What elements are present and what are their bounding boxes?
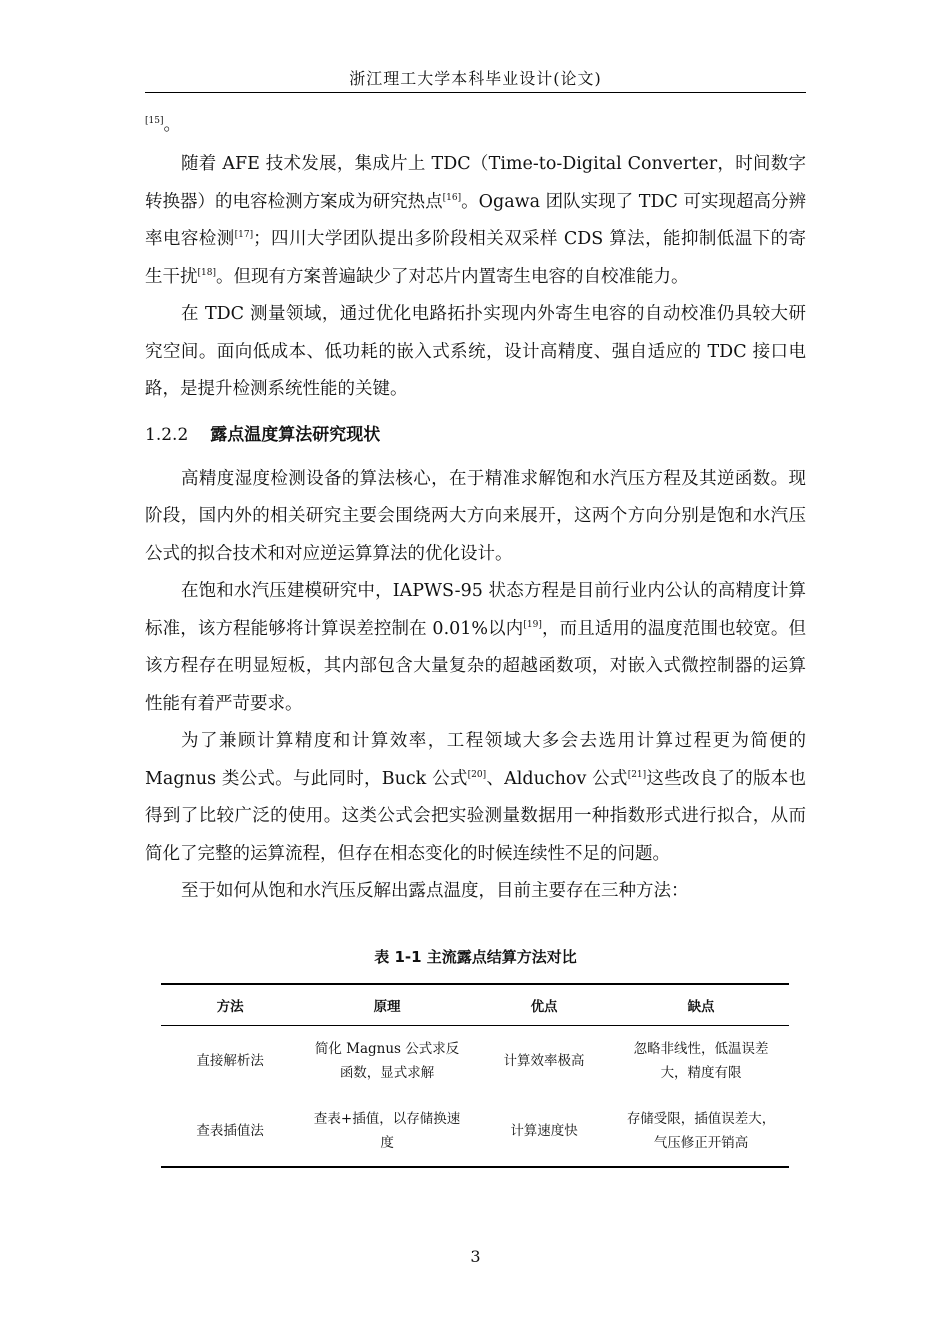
citation-ref: [18]	[197, 267, 216, 278]
header-advantage: 优点	[475, 984, 613, 1026]
cell-advantage: 计算速度快	[475, 1096, 613, 1167]
citation-ref: [16]	[442, 192, 462, 203]
citation-ref: [21]	[627, 769, 647, 780]
table-caption: 表 1-1 主流露点结算方法对比	[374, 948, 577, 966]
comparison-table	[161, 983, 789, 1168]
citation-ref: [15]	[145, 116, 164, 126]
paragraph-algorithm-core: 高精度湿度检测设备的算法核心，在于精准求解饱和水汽压方程及其逆函数。现阶段，国内外的相关研究主要会围绕两大方向来展开，这两个方向分别是饱和水汽压公式的拟合技术和对应逆运算算法的优化设计。	[145, 468, 806, 564]
header-method: 方法	[161, 984, 299, 1026]
page-number: 3	[470, 1247, 481, 1266]
paragraph-tdc-research	[145, 146, 806, 296]
citation-ref: [17]	[234, 230, 254, 240]
table-row	[161, 1096, 789, 1167]
cell-method: 查表插值法	[161, 1096, 299, 1167]
text-run: ，而且适用的温度范围也较宽。但该方程存在明显短板，其内部包含大量复杂的超越函数项，对嵌入式微控制器的运算性能有着严苛要求。	[145, 618, 807, 714]
citation-tail	[145, 110, 806, 140]
section-number: 1.2.2	[145, 424, 189, 445]
section-title: 露点温度算法研究现状	[210, 424, 381, 445]
cell-disadvantage: 忽略非线性，低温误差大，精度有限	[633, 1041, 769, 1081]
text-run: 这些改良了的版本也得到了比较广泛的使用。这类公式会把实验测量数据用一种指数形式进行拟合，从而简化了完整的运算流程，但存在相态变化的时候连续性不足的问题。	[145, 768, 807, 864]
text-run: 在饱和水汽压建模研究中，IAPWS-95 状态方程是目前行业内公认的高精度计算标准，该方程能够将计算误差控制在 0.01%以内	[145, 581, 806, 639]
table-row	[161, 1026, 789, 1097]
citation-ref: [19]	[523, 619, 542, 630]
cell-principle: 查表+插值，以存储换速度	[299, 1096, 475, 1167]
header-disadvantage: 缺点	[613, 984, 789, 1026]
citation-ref: [20]	[467, 769, 487, 780]
table-header-row	[161, 984, 789, 1026]
text-run: 随着 AFE 技术发展，集成片上 TDC（Time-to-Digital Converter，时间数字转换器）的电容检测方案成为研究热点	[145, 154, 806, 212]
header-principle: 原理	[299, 984, 475, 1026]
text-run: 、Alduchov 公式	[486, 768, 628, 789]
page-body	[145, 110, 806, 911]
citation-punct: 。	[163, 115, 181, 135]
cell-method: 直接解析法	[196, 1053, 264, 1069]
text-run: 为了兼顾计算精度和计算效率，工程领域大多会去选用计算过程更为简便的 Magnus 类公式。与此同时，Buck 公式	[145, 731, 806, 789]
paragraph-magnus	[145, 723, 806, 873]
cell-disadvantage: 存储受限，插值误差大，气压修正开销高	[613, 1096, 789, 1167]
text-run: 。但现有方案普遍缺少了对芯片内置寄生电容的自校准能力。	[215, 266, 689, 287]
cell-advantage: 计算效率极高	[503, 1053, 585, 1069]
paragraph-tdc-calibration: 在 TDC 测量领域，通过优化电路拓扑实现内外寄生电容的自动校准仍具较大研究空间。面向低成本、低功耗的嵌入式系统，设计高精度、强自适应的 TDC 接口电路，是提升检测系统性能的关键。	[145, 304, 806, 399]
paragraph-iapws	[145, 573, 806, 723]
paragraph-methods-intro: 至于如何从饱和水汽压反解出露点温度，目前主要存在三种方法：	[181, 881, 689, 901]
section-heading	[145, 415, 806, 455]
cell-principle: 简化 Magnus 公式求反函数，显式求解	[314, 1041, 460, 1081]
text-run: 。Ogawa 团队实现了 TDC 可实现超高分辨率电容检测	[145, 191, 806, 249]
running-header: 浙江理工大学本科毕业设计(论文)	[349, 69, 602, 88]
header-rule	[145, 92, 806, 93]
text-run: ；四川大学团队提出多阶段相关双采样 CDS 算法，能抑制低温下的寄生干扰	[145, 229, 806, 287]
